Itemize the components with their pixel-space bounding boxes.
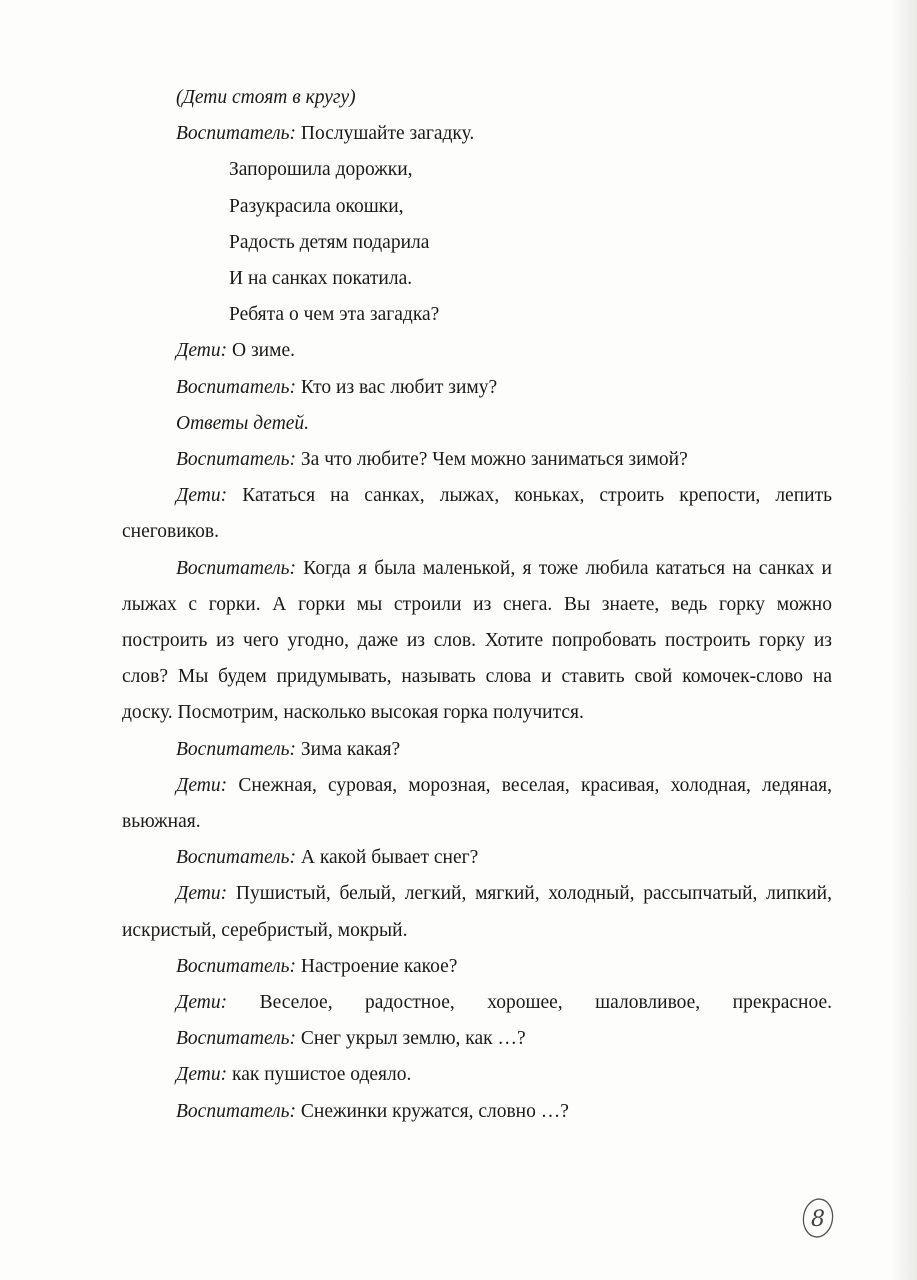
dialogue-line xyxy=(122,768,832,840)
speaker-label: Дети: xyxy=(176,992,228,1014)
line-text: Веселое, радостное, хорошее, шаловливое, прекрасное. xyxy=(227,992,832,1014)
speaker-label: Дети: xyxy=(176,340,228,362)
speaker-label: Воспитатель: xyxy=(176,557,297,579)
dialogue-line xyxy=(122,442,832,478)
riddle-line: И на санках покатила. xyxy=(229,268,413,290)
dialogue-line xyxy=(122,1021,832,1057)
dialogue-line xyxy=(122,370,832,406)
circled-page-number-mark xyxy=(801,1196,835,1240)
riddle-line: Ребята о чем эта загадка? xyxy=(229,304,440,326)
page-number-text: 8 xyxy=(811,1207,825,1232)
speaker-label: Воспитатель: xyxy=(176,449,297,471)
dialogue-line xyxy=(122,876,832,948)
speaker-label: Дети: xyxy=(176,774,228,796)
speaker-label: Дети: xyxy=(176,485,228,507)
dialogue-line xyxy=(122,116,832,152)
line-text: Когда я была маленькой, я тоже любила кататься на санках и лыжах с горки. А горки мы строили из снега. Вы знаете, ведь горку можно построить из чего угодно, даже из слов. Хотите попробовать построить горку из слов? Мы будем придумывать, называть слова и ставить свой комочек-слово на доску. Посмотрим, насколько высокая горка получится. xyxy=(122,557,832,724)
dialogue-line xyxy=(122,1094,832,1130)
dialogue-line xyxy=(122,333,832,369)
dialogue-line xyxy=(122,840,832,876)
page-edge-shadow xyxy=(891,0,917,1280)
dialogue-line xyxy=(122,478,832,550)
dialogue-line xyxy=(122,551,832,732)
speaker-label: Воспитатель: xyxy=(176,847,297,869)
speaker-label: Воспитатель: xyxy=(176,955,297,977)
dialogue-line xyxy=(122,732,832,768)
riddle-line: Разукрасила окошки, xyxy=(229,195,404,217)
line-text: А какой бывает снег? xyxy=(296,847,479,869)
speaker-label: Воспитатель: xyxy=(176,376,297,398)
speaker-label: Дети: xyxy=(176,883,228,905)
line-text: Настроение какое? xyxy=(296,955,458,977)
document-body xyxy=(122,80,832,1130)
speaker-label: Дети: xyxy=(176,1064,228,1086)
line-text: За что любите? Чем можно заниматься зимой? xyxy=(296,449,688,471)
line-text: Снег укрыл землю, как …? xyxy=(296,1028,526,1050)
riddle-line: Запорошила дорожки, xyxy=(229,159,413,181)
line-text: Кто из вас любит зиму? xyxy=(296,376,498,398)
line-text: Послушайте загадку. xyxy=(296,123,475,145)
dialogue-line xyxy=(122,949,832,985)
speaker-label: Воспитатель: xyxy=(176,123,297,145)
riddle-line: Радость детям подарила xyxy=(229,231,430,253)
speaker-label: Воспитатель: xyxy=(176,1028,297,1050)
line-text: О зиме. xyxy=(227,340,295,362)
speaker-label: Воспитатель: xyxy=(176,1100,297,1122)
line-text: Зима какая? xyxy=(296,738,401,760)
line-text: Снежная, суровая, морозная, веселая, красивая, холодная, ледяная, вьюжная. xyxy=(122,774,832,833)
handwritten-page-number xyxy=(801,1196,835,1240)
speaker-label: Воспитатель: xyxy=(176,738,297,760)
stage-direction: (Дети стоят в кругу) xyxy=(176,87,356,108)
line-text: как пушистое одеяло. xyxy=(227,1064,412,1086)
line-text: Пушистый, белый, легкий, мягкий, холодный, рассыпчатый, липкий, искристый, серебристый, мокрый. xyxy=(122,883,832,941)
dialogue-line xyxy=(122,1057,832,1093)
line-text: Кататься на санках, лыжах, коньках, строить крепости, лепить снеговиков. xyxy=(122,485,832,543)
dialogue-line xyxy=(122,985,832,1021)
line-text: Снежинки кружатся, словно …? xyxy=(296,1100,569,1122)
stage-direction: Ответы детей. xyxy=(176,412,310,434)
